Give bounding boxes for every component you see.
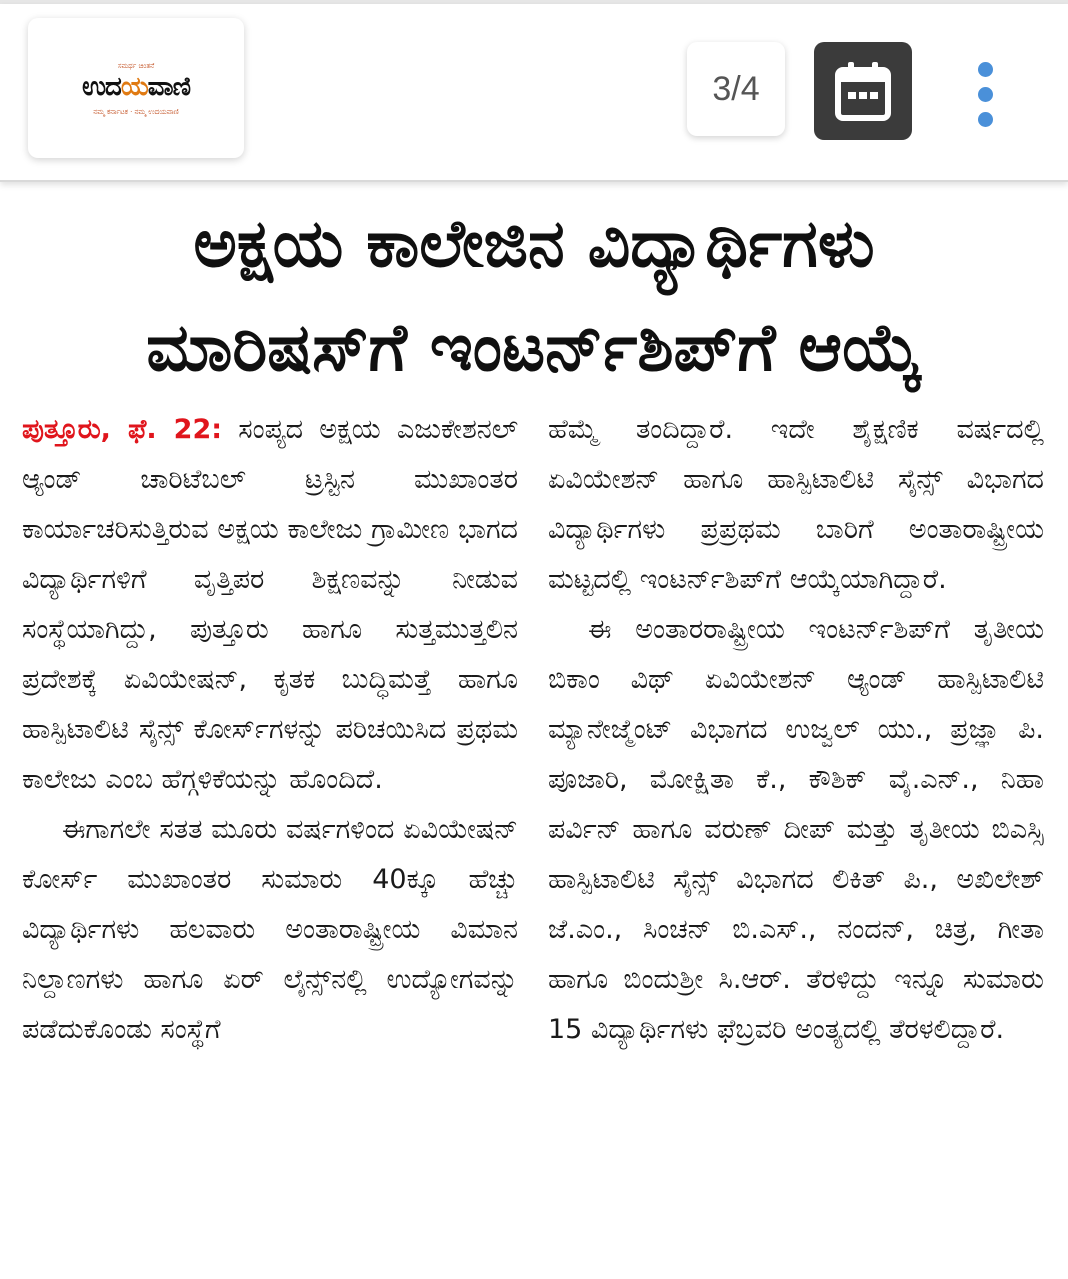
newspaper-logo[interactable]: [28, 18, 244, 158]
logo-wordmark: [28, 72, 244, 103]
more-vertical-icon-dot: [978, 112, 993, 127]
article-headline: [20, 192, 1048, 400]
article-column-1: [22, 405, 518, 1055]
paragraph-text: ಸಂಪ್ಯದ ಅಕ್ಷಯ ಎಜುಕೇಶನಲ್ ಆ್ಯಂಡ್ ಚಾರಿಟೆಬಲ್ ಟ್ರಸ್ಟಿನ ಮುಖಾಂತರ ಕಾರ್ಯಾಚರಿಸುತ್ತಿರುವ ಅಕ್ಷಯ ಕಾಲೇಜು ಗ್ರಾಮೀಣ ಭಾಗದ ವಿದ್ಯಾರ್ಥಿಗಳಿಗೆ ವೃತ್ತಿಪರ ಶಿಕ್ಷಣವನ್ನು ನೀಡುವ ಸಂಸ್ಥೆಯಾಗಿದ್ದು, ಪುತ್ತೂರು ಹಾಗೂ ಸುತ್ತಮುತ್ತಲಿನ ಪ್ರದೇಶಕ್ಕೆ ಏವಿಯೇಷನ್, ಕೃತಕ ಬುದ್ಧಿಮತ್ತೆ ಹಾಗೂ ಹಾಸ್ಪಿಟಾಲಿಟಿ ಸೈನ್ಸ್ ಕೋರ್ಸ್‌ಗಳನ್ನು ಪರಿಚಯಿಸಿದ ಪ್ರಥಮ ಕಾಲೇಜು ಎಂಬ ಹೆಗ್ಗಳಿಕೆಯನ್ನು ಹೊಂದಿದೆ.: [22, 414, 519, 795]
app-header: [0, 4, 1068, 182]
article-paragraph: [22, 405, 518, 805]
calendar-icon: [834, 60, 892, 122]
page-indicator[interactable]: 3/4: [687, 42, 785, 136]
more-menu-button[interactable]: [966, 62, 1006, 132]
article-paragraph: ಈಗಾಗಲೇ ಸತತ ಮೂರು ವರ್ಷಗಳಿಂದ ಏವಿಯೇಷನ್ ಕೋರ್ಸ್ ಮುಖಾಂತರ ಸುಮಾರು 40ಕ್ಕೂ ಹೆಚ್ಚು ವಿದ್ಯಾರ್ಥಿಗಳು ಹಲವಾರು ಅಂತಾರಾಷ್ಟ್ರೀಯ ವಿಮಾನ ನಿಲ್ದಾಣಗಳು ಹಾಗೂ ಏರ್ ಲೈನ್ಸ್‌ನಲ್ಲಿ ಉದ್ಯೋಗವನ್ನು ಪಡೆದುಕೊಂಡು ಸಂಸ್ಥೆಗೆ: [22, 814, 518, 1045]
article-paragraph: ಈ ಅಂತಾರರಾಷ್ಟ್ರೀಯ ಇಂಟರ್ನ್‌ಶಿಪ್‌ಗೆ ತೃತೀಯ ಬಿಕಾಂ ವಿಥ್ ಏವಿಯೇಶನ್ ಆ್ಯಂಡ್ ಹಾಸ್ಪಿಟಾಲಿಟಿ ಮ್ಯಾನೇಜ್ಮೆಂಟ್ ವಿಭಾಗದ ಉಜ್ವಲ್ ಯು., ಪ್ರಜ್ಞಾ ಪಿ. ಪೂಜಾರಿ, ಮೋಕ್ಷಿತಾ ಕೆ., ಕೌಶಿಕ್ ವೈ.ಎನ್., ನಿಹಾ ಪರ್ವಿನ್ ಹಾಗೂ ವರುಣ್ ದೀಪ್ ಮತ್ತು ತೃತೀಯ ಬಿಎಸ್ಸಿ ಹಾಸ್ಪಿಟಾಲಿಟಿ ಸೈನ್ಸ್ ವಿಭಾಗದ ಲಿಕಿತ್ ಪಿ., ಅಖಿಲೇಶ್ ಜೆ.ಎಂ., ಸಿಂಚನ್ ಬಿ.ಎಸ್., ನಂದನ್, ಚಿತ್ರ, ಗೀತಾ ಹಾಗೂ ಬಿಂದುಶ್ರೀ ಸಿ.ಆರ್. ತೆರಳಿದ್ದು ಇನ್ನೂ ಸುಮಾರು 15 ವಿದ್ಯಾರ್ಥಿಗಳು ಫೆಬ್ರವರಿ ಅಂತ್ಯದಲ್ಲಿ ತೆರಳಲಿದ್ದಾರೆ.: [548, 614, 1044, 1045]
more-vertical-icon: [978, 62, 993, 77]
more-vertical-icon-dot: [978, 87, 993, 102]
calendar-button[interactable]: [814, 42, 912, 140]
logo-text-part2: ವಾಣಿ: [147, 72, 190, 102]
dateline: ಪುತ್ತೂರು, ಫೆ. 22:: [22, 414, 223, 445]
logo-tagline: ಸಮರ್ಥ ಚಿಂತನೆ: [117, 62, 155, 70]
logo-text-part1: ಉದ: [81, 72, 121, 102]
article-column-2: [548, 405, 1044, 1055]
logo-text-highlight: ಯ: [120, 72, 148, 102]
headline-line-1: ಅಕ್ಷಯ ಕಾಲೇಜಿನ ವಿದ್ಯಾರ್ಥಿಗಳು: [193, 205, 875, 282]
logo-subtagline: ನಮ್ಮ ಕರ್ನಾಟಕ · ನಮ್ಮ ಉದಯವಾಣಿ: [93, 108, 179, 116]
headline-line-2: ಮಾರಿಷಸ್‌ಗೆ ಇಂಟರ್ನ್‌ಶಿಪ್‌ಗೆ ಆಯ್ಕೆ: [146, 309, 922, 386]
article-paragraph: ಹೆಮ್ಮೆ ತಂದಿದ್ದಾರೆ. ಇದೇ ಶೈಕ್ಷಣಿಕ ವರ್ಷದಲ್ಲಿ ಏವಿಯೇಶನ್ ಹಾಗೂ ಹಾಸ್ಪಿಟಾಲಿಟಿ ಸೈನ್ಸ್ ವಿಭಾಗದ ವಿದ್ಯಾರ್ಥಿಗಳು ಪ್ರಪ್ರಥಮ ಬಾರಿಗೆ ಅಂತಾರಾಷ್ಟ್ರೀಯ ಮಟ್ಟದಲ್ಲಿ ಇಂಟರ್ನ್‌ಶಿಪ್‌ಗೆ ಆಯ್ಕೆಯಾಗಿದ್ದಾರೆ.: [548, 414, 1044, 595]
